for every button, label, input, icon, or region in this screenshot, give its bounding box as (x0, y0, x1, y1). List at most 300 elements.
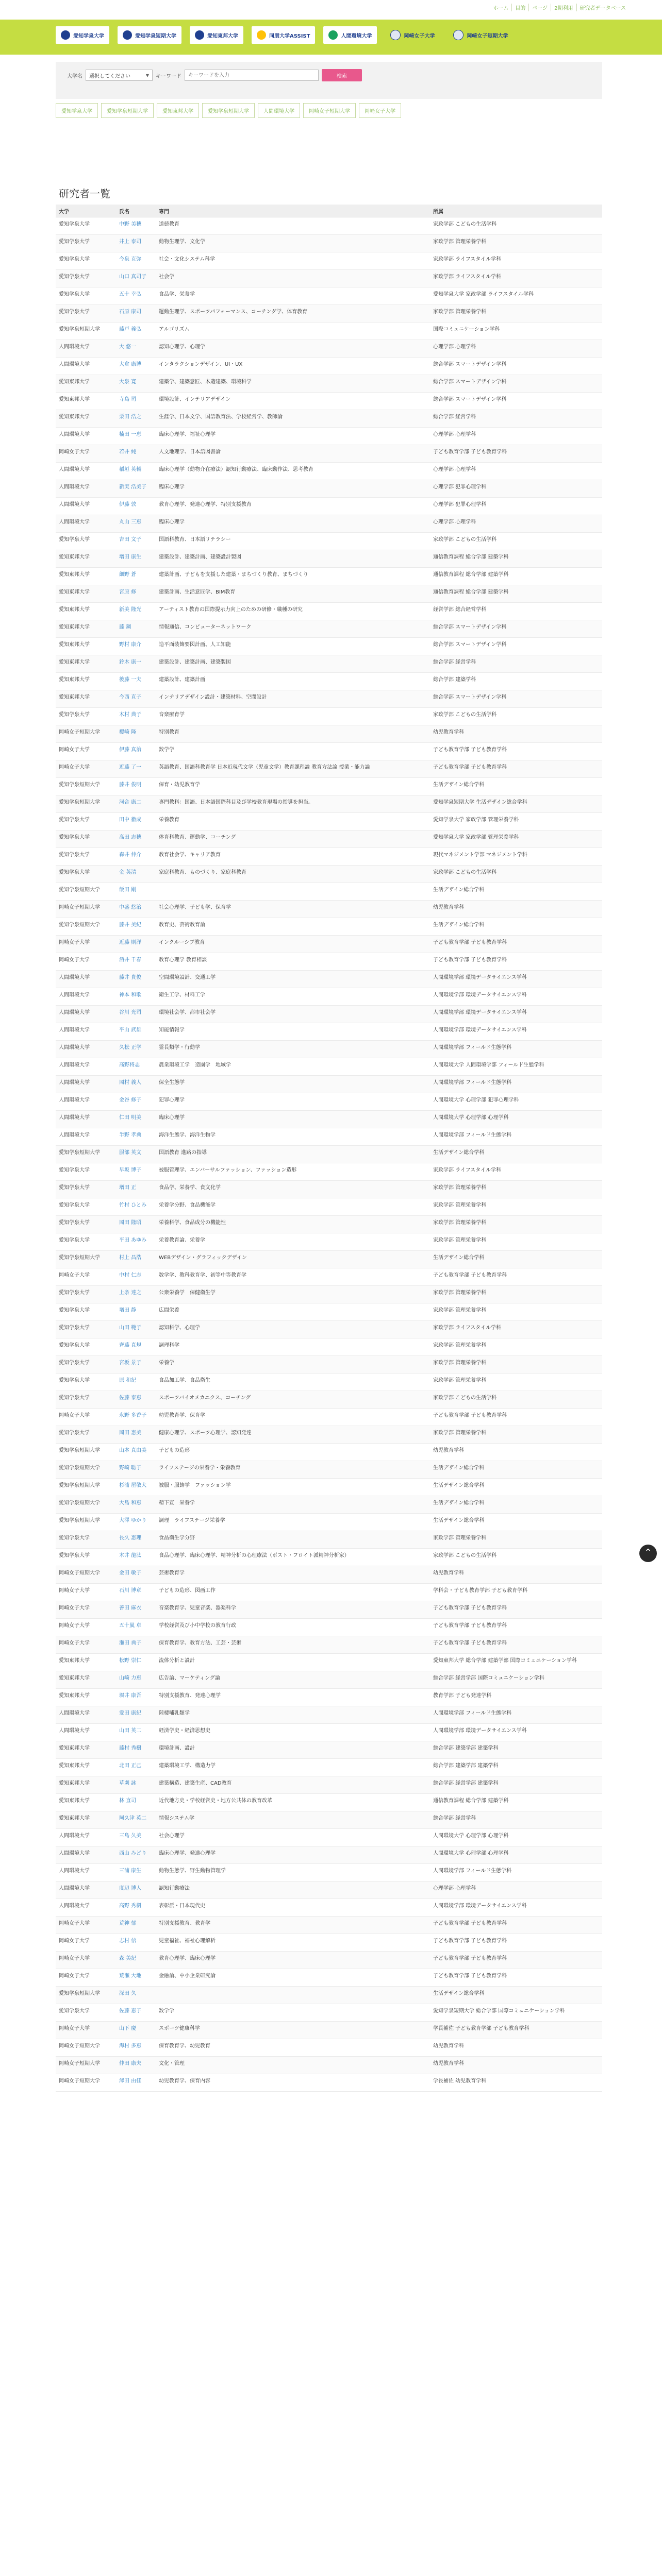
cell-name[interactable]: 藤井 貴俊 (116, 971, 156, 988)
cell-university: 愛知学泉大学 (56, 270, 116, 287)
table-row (56, 252, 602, 270)
university-logos (56, 26, 513, 44)
cell-affiliation: 愛知東邦大学 総合学部 建築学部 国際コミュニケーション学科 (430, 1654, 602, 1671)
cell-affiliation: 子ども教育学部 子ども教育学科 (430, 953, 602, 971)
cell-specialty: 情報システム学 (156, 1811, 430, 1829)
page-top-button[interactable] (639, 1545, 657, 1562)
table-row (56, 953, 602, 971)
table-row (56, 1549, 602, 1566)
cell-university: 岡崎女子大学 (56, 1584, 116, 1601)
cell-name[interactable]: 瀬田 典子 (116, 1636, 156, 1654)
cell-name[interactable]: 森 美紀 (116, 1952, 156, 1969)
cell-affiliation: 子ども教育学部 子ども教育学科 (430, 1619, 602, 1636)
cell-name[interactable]: 新美 隆光 (116, 603, 156, 620)
cell-specialty: 数学学、教科教育学、初等中等教育学 (156, 1268, 430, 1286)
cell-affiliation: 子ども教育学部 子ども教育学科 (430, 1969, 602, 1987)
cell-affiliation: 総合学部 スマートデザイン学科 (430, 358, 602, 375)
cell-name[interactable]: 早坂 博子 (116, 1163, 156, 1181)
cell-university: 愛知学泉大学 (56, 1286, 116, 1303)
cell-affiliation: 総合学部 スマートデザイン学科 (430, 620, 602, 638)
cell-specialty: 子どもの造形 (156, 1444, 430, 1461)
logo-aichi-gakusen-college[interactable] (118, 26, 181, 44)
cell-name[interactable]: 今西 直子 (116, 690, 156, 708)
table-row (56, 673, 602, 690)
cell-university: 岡崎女子大学 (56, 445, 116, 463)
table-row (56, 988, 602, 1006)
cell-name[interactable]: 伊藤 敦 (116, 498, 156, 515)
cell-university: 愛知東邦大学 (56, 1741, 116, 1759)
table-row (56, 1917, 602, 1934)
cell-specialty: 臨床心理学 (156, 1111, 430, 1128)
cell-name[interactable]: 三島 久美 (116, 1829, 156, 1846)
cell-name[interactable]: 藤井 美紀 (116, 918, 156, 936)
cell-university: 人間環境大学 (56, 1076, 116, 1093)
cell-name[interactable]: 山本 真由美 (116, 1444, 156, 1461)
table-row (56, 1461, 602, 1479)
table-row (56, 2074, 602, 2092)
cell-name[interactable]: 荒神 郁 (116, 1917, 156, 1934)
university-select[interactable] (86, 70, 153, 81)
top-link-page[interactable]: ページ (529, 4, 551, 11)
cell-specialty: 教育史、芸術教育論 (156, 918, 430, 936)
cell-affiliation: 生活デザイン総合学科 (430, 778, 602, 795)
top-link-home[interactable]: ホーム (490, 4, 512, 11)
cell-name[interactable]: 新実 浩美子 (116, 480, 156, 498)
cell-name[interactable]: 大島 和恵 (116, 1496, 156, 1514)
chevron-up-icon: ⌃ (644, 1547, 652, 1558)
cell-name[interactable]: 山崎 力恵 (116, 1671, 156, 1689)
search-panel (56, 62, 602, 99)
cell-name[interactable]: 楠田 一恵 (116, 428, 156, 445)
cell-name[interactable]: 林 直司 (116, 1794, 156, 1811)
table-row (56, 2039, 602, 2057)
cell-name[interactable]: 金谷 修子 (116, 1093, 156, 1111)
cell-name[interactable]: 上条 達之 (116, 1286, 156, 1303)
cell-university: 岡崎女子大学 (56, 1619, 116, 1636)
cell-name[interactable]: 長久 惠理 (116, 1531, 156, 1549)
cell-affiliation: 家政学部 こどもの生活学科 (430, 1549, 602, 1566)
cell-university: 愛知学泉大学 (56, 1391, 116, 1409)
cell-name[interactable]: 今泉 克弥 (116, 252, 156, 270)
top-link-purpose[interactable]: 目的 (512, 4, 529, 11)
cell-university: 人間環境大学 (56, 971, 116, 988)
table-row (56, 445, 602, 463)
cell-name[interactable]: 近藤 則洋 (116, 936, 156, 953)
cell-name[interactable]: 平田 あゆみ (116, 1233, 156, 1251)
cell-specialty: 保育・幼児教育学 (156, 778, 430, 795)
table-row (56, 323, 602, 340)
cell-affiliation: 幼児教育学科 (430, 725, 602, 743)
cell-university: 愛知学泉短期大学 (56, 323, 116, 340)
top-link-researcher-db[interactable]: 研究者データベース (580, 6, 626, 11)
table-row (56, 410, 602, 428)
cell-university: 人間環境大学 (56, 988, 116, 1006)
cell-university: 岡崎女子大学 (56, 1409, 116, 1426)
cell-affiliation: 家政学部 こどもの生活学科 (430, 1391, 602, 1409)
cell-specialty: 犯罪心理学 (156, 1093, 430, 1111)
cell-university: 人間環境大学 (56, 1058, 116, 1076)
cell-affiliation: 子ども教育学部 子ども教育学科 (430, 1268, 602, 1286)
filter-tab[interactable]: 岡崎女子短期大学 (303, 103, 356, 118)
cell-affiliation: 学長補佐 幼児教育学科 (430, 2074, 602, 2092)
cell-name[interactable]: 深田 久 (116, 1987, 156, 2004)
cell-name[interactable]: 佐藤 泰恵 (116, 1391, 156, 1409)
cell-affiliation: 国際コミュニケーション学科 (430, 323, 602, 340)
cell-affiliation: 子ども教育学部 子ども教育学科 (430, 1917, 602, 1934)
top-link-usage[interactable]: 2期利用 (551, 4, 576, 11)
cell-university: 愛知学泉大学 (56, 533, 116, 550)
table-row (56, 1338, 602, 1356)
cell-affiliation: 幼児教育学科 (430, 2039, 602, 2057)
cell-specialty: 広告論、マーケティング論 (156, 1671, 430, 1689)
cell-name[interactable]: 神本 和歌 (116, 988, 156, 1006)
cell-name[interactable]: 竹村 ひとみ (116, 1198, 156, 1216)
cell-name[interactable]: 藤戸 義弘 (116, 323, 156, 340)
cell-affiliation: 子ども教育学部 子ども教育学科 (430, 1601, 602, 1619)
table-row (56, 1076, 602, 1093)
cell-name[interactable]: 森井 伸介 (116, 848, 156, 866)
cell-specialty: 食品学、栄養学、食文化学 (156, 1181, 430, 1198)
cell-name[interactable]: 木井 龍汰 (116, 1549, 156, 1566)
cell-name[interactable]: 志村 信 (116, 1934, 156, 1952)
cell-name[interactable]: 半野 孝典 (116, 1128, 156, 1146)
logo-label: 岡崎女子大学 (404, 33, 435, 39)
cell-name[interactable]: 丸山 三恵 (116, 515, 156, 533)
cell-name[interactable]: 松野 崇仁 (116, 1654, 156, 1671)
cell-name[interactable]: 山田 範子 (116, 1321, 156, 1338)
cell-affiliation: 人間環境学部 フィールド生態学科 (430, 1864, 602, 1882)
cell-name[interactable]: 仁田 明美 (116, 1111, 156, 1128)
search-button[interactable]: 検索 (322, 69, 362, 81)
table-row (56, 1216, 602, 1233)
cell-name[interactable]: 高田 志穂 (116, 831, 156, 848)
cell-affiliation: 総合学部 スマートデザイン学科 (430, 638, 602, 655)
cell-specialty: 金融論、中小企業研究論 (156, 1969, 430, 1987)
cell-affiliation: 生活デザイン総合学科 (430, 1146, 602, 1163)
cell-affiliation: 愛知学泉大学 家政学部 管理栄養学科 (430, 831, 602, 848)
cell-affiliation: 生活デザイン総合学科 (430, 1479, 602, 1496)
table-row (56, 620, 602, 638)
logo-label: 同朋大学ASSIST (269, 33, 310, 39)
cell-affiliation: 通信教育課程 総合学部 建築学科 (430, 585, 602, 603)
cell-name[interactable]: 石川 博章 (116, 1584, 156, 1601)
table-row (56, 1829, 602, 1846)
cell-name[interactable]: 岡田 惠美 (116, 1426, 156, 1444)
table-row (56, 1006, 602, 1023)
cell-university: 愛知学泉大学 (56, 813, 116, 831)
cell-name[interactable]: 高野 秀樹 (116, 1899, 156, 1917)
cell-university: 人間環境大学 (56, 1864, 116, 1882)
cell-name[interactable]: 寺島 司 (116, 393, 156, 410)
cell-name[interactable]: 伊藤 真治 (116, 743, 156, 760)
cell-affiliation: 通信教育課程 総合学部 建築学科 (430, 568, 602, 585)
table-row (56, 760, 602, 778)
cell-affiliation: 生活デザイン総合学科 (430, 1987, 602, 2004)
logo-aichi-toho-univ[interactable] (190, 26, 243, 44)
cell-name[interactable]: 大泉 寛 (116, 375, 156, 393)
cell-name[interactable]: 細野 蒼 (116, 568, 156, 585)
cell-name[interactable]: 山口 真司子 (116, 270, 156, 287)
cell-specialty: アルゴリズム (156, 323, 430, 340)
cell-university: 愛知学泉大学 (56, 1549, 116, 1566)
cell-name[interactable]: 岡村 義人 (116, 1076, 156, 1093)
filter-tab[interactable]: 愛知学泉短期大学 (202, 103, 255, 118)
table-row (56, 1514, 602, 1531)
cell-affiliation: 総合学部 スマートデザイン学科 (430, 393, 602, 410)
cell-affiliation: 通信教育課程 総合学部 建築学科 (430, 1794, 602, 1811)
cell-specialty: 英語教育、国語科教育学 日本近現代文学（児童文学）教育課程論 教育方法論 授業・能力論 (156, 760, 430, 778)
cell-name[interactable]: 髙野将志 (116, 1058, 156, 1076)
cell-university: 岡崎女子大学 (56, 1952, 116, 1969)
cell-name[interactable]: 吉田 文子 (116, 533, 156, 550)
table-row (56, 725, 602, 743)
filter-tab[interactable]: 人間環境大学 (258, 103, 300, 118)
cell-specialty: WEBデザイン・グラフィックデザイン (156, 1251, 430, 1268)
cell-university: 愛知東邦大学 (56, 1671, 116, 1689)
logo-mark-icon (123, 30, 132, 40)
table-row (56, 1531, 602, 1549)
filter-tab[interactable]: 愛知東邦大学 (157, 103, 199, 118)
table-row (56, 655, 602, 673)
cell-name[interactable]: 山下 慶 (116, 2022, 156, 2039)
cell-university: 人間環境大学 (56, 1706, 116, 1724)
cell-university: 岡崎女子大学 (56, 760, 116, 778)
logo-okazaki-womens-college[interactable] (448, 26, 513, 44)
cell-name[interactable]: 飯田 剛 (116, 883, 156, 901)
cell-name[interactable]: 大 悠一 (116, 340, 156, 358)
cell-university: 岡崎女子大学 (56, 1934, 116, 1952)
cell-name[interactable]: 大倉 康博 (116, 358, 156, 375)
cell-affiliation: 総合学部 スマートデザイン学科 (430, 375, 602, 393)
table-row (56, 1374, 602, 1391)
cell-university: 愛知東邦大学 (56, 568, 116, 585)
cell-affiliation: 心理学部 心理学科 (430, 1882, 602, 1899)
cell-specialty: 建築環境工学、構造力学 (156, 1759, 430, 1776)
cell-name[interactable]: 久松 正学 (116, 1041, 156, 1058)
cell-name[interactable]: 藤村 秀樹 (116, 1741, 156, 1759)
cell-name[interactable]: 阿久津 英二 (116, 1811, 156, 1829)
cell-university: 岡崎女子短期大学 (56, 2039, 116, 2057)
cell-specialty: 建築設計、建築計画、建築製図 (156, 655, 430, 673)
cell-university: 人間環境大学 (56, 1111, 116, 1128)
cell-name[interactable]: 田中 徹成 (116, 813, 156, 831)
table-row (56, 1724, 602, 1741)
cell-specialty: 衛生工学、材料工学 (156, 988, 430, 1006)
university-select-label: 大学名 (67, 73, 82, 79)
filter-tab[interactable]: 岡崎女子大学 (359, 103, 401, 118)
table-row (56, 1654, 602, 1671)
cell-specialty: 食品学、栄養学 (156, 287, 430, 305)
cell-specialty: 健康心理学、スポーツ心理学、認知発達 (156, 1426, 430, 1444)
table-row (56, 533, 602, 550)
cell-name[interactable]: 平山 武雄 (116, 1023, 156, 1041)
cell-name[interactable]: 増田 正 (116, 1181, 156, 1198)
cell-name[interactable]: 酒井 千春 (116, 953, 156, 971)
cell-university: 愛知学泉大学 (56, 287, 116, 305)
cell-affiliation: 家政学部 管理栄養学科 (430, 1426, 602, 1444)
cell-name[interactable]: 度辺 博人 (116, 1882, 156, 1899)
table-row (56, 480, 602, 498)
table-row (56, 1444, 602, 1461)
cell-name[interactable]: 河合 康二 (116, 795, 156, 813)
cell-affiliation: 心理学部 心理学科 (430, 515, 602, 533)
cell-university: 愛知学泉大学 (56, 1338, 116, 1356)
table-row (56, 2004, 602, 2022)
cell-name[interactable]: 山田 英二 (116, 1724, 156, 1741)
table-row (56, 795, 602, 813)
cell-affiliation: 心理学部 心理学科 (430, 463, 602, 480)
filter-tab[interactable]: 愛知学泉大学 (56, 103, 98, 118)
logo-aichi-gakusen-univ[interactable] (56, 26, 109, 44)
cell-name[interactable]: 澤田 由佳 (116, 2074, 156, 2092)
cell-affiliation: 家政学部 ライフスタイル学科 (430, 1163, 602, 1181)
cell-affiliation: 経営学部 総合経営学科 (430, 603, 602, 620)
cell-name[interactable]: 木村 典子 (116, 708, 156, 725)
cell-name[interactable]: 三浦 康生 (116, 1864, 156, 1882)
cell-specialty: 家庭科教育、ものづくり、家庭科教育 (156, 866, 430, 883)
cell-name[interactable]: 野村 康介 (116, 638, 156, 655)
cell-name[interactable]: 稲垣 英輔 (116, 463, 156, 480)
cell-university: 愛知学泉大学 (56, 848, 116, 866)
cell-name[interactable]: 宮坂 景子 (116, 1356, 156, 1374)
table-row (56, 778, 602, 795)
logo-human-environment-univ[interactable] (323, 26, 377, 44)
cell-name[interactable]: 谷川 光司 (116, 1006, 156, 1023)
cell-name[interactable]: 櫻崎 隆 (116, 725, 156, 743)
cell-name[interactable]: 大澤 ゆかり (116, 1514, 156, 1531)
cell-affiliation: 家政学部 こどもの生活学科 (430, 866, 602, 883)
cell-affiliation: 人間環境大学 心理学部 心理学科 (430, 1846, 602, 1864)
cell-university: 愛知東邦大学 (56, 1759, 116, 1776)
cell-affiliation: 家政学部 管理栄養学科 (430, 1338, 602, 1356)
cell-name[interactable]: 五十 幸弘 (116, 287, 156, 305)
cell-name[interactable]: 宮原 修 (116, 585, 156, 603)
logo-label: 愛知学泉短期大学 (135, 33, 176, 39)
col-header-university: 大学 (56, 205, 116, 217)
cell-name[interactable]: 藤 鋼 (116, 620, 156, 638)
keyword-label: キーワード (156, 73, 181, 79)
cell-name[interactable]: 井上 泰司 (116, 235, 156, 252)
cell-name[interactable]: 石原 康司 (116, 305, 156, 323)
table-row (56, 1741, 602, 1759)
cell-name[interactable]: 仲田 康夫 (116, 2057, 156, 2074)
cell-name[interactable]: 中村 仁志 (116, 1268, 156, 1286)
logo-label: 人間環境大学 (341, 33, 372, 39)
table-row (56, 515, 602, 533)
table-row (56, 550, 602, 568)
cell-name[interactable]: 西山 みどり (116, 1846, 156, 1864)
cell-name[interactable]: 金田 敏子 (116, 1566, 156, 1584)
cell-specialty: 表彰派・日本現代史 (156, 1899, 430, 1917)
cell-specialty: 空間環境設計、交通工学 (156, 971, 430, 988)
cell-specialty: 保育教育学、幼児教育 (156, 2039, 430, 2057)
table-row (56, 1496, 602, 1514)
cell-specialty: 調理 ライフステージ栄養学 (156, 1514, 430, 1531)
cell-specialty: 人文地理学、日本語図書論 (156, 445, 430, 463)
cell-name[interactable]: 草刈 詠 (116, 1776, 156, 1794)
cell-name[interactable]: 中盛 悠治 (116, 901, 156, 918)
cell-name[interactable]: 堀井 康吾 (116, 1689, 156, 1706)
cell-name[interactable]: 野崎 聡子 (116, 1461, 156, 1479)
cell-name[interactable]: 北田 正己 (116, 1759, 156, 1776)
cell-specialty: 文化・管理 (156, 2057, 430, 2074)
filter-tab[interactable]: 愛知学泉短期大学 (101, 103, 154, 118)
cell-name[interactable]: 中野 美穂 (116, 217, 156, 235)
logo-label: 愛知東邦大学 (207, 33, 238, 39)
cell-name[interactable]: 永野 多香子 (116, 1409, 156, 1426)
cell-affiliation: 心理学部 犯罪心理学科 (430, 498, 602, 515)
table-row (56, 393, 602, 410)
cell-name[interactable]: 増田 静 (116, 1303, 156, 1321)
cell-specialty: 建築設計、建築計画 (156, 673, 430, 690)
cell-name[interactable]: 佐藤 恵子 (116, 2004, 156, 2022)
table-row (56, 1233, 602, 1251)
table-row (56, 1987, 602, 2004)
cell-specialty: 音楽教育学、児童音楽、器楽科学 (156, 1601, 430, 1619)
cell-name[interactable]: 金 英清 (116, 866, 156, 883)
cell-name[interactable]: 齊藤 真規 (116, 1338, 156, 1356)
logo-mark-icon (257, 30, 266, 40)
cell-affiliation: 愛知学泉短期大学 生活デザイン総合学科 (430, 795, 602, 813)
cell-name[interactable]: 藤井 俊明 (116, 778, 156, 795)
cell-specialty: 流体分析と設計 (156, 1654, 430, 1671)
cell-name[interactable]: 荒瀬 大地 (116, 1969, 156, 1987)
cell-name[interactable]: 岡田 隆昭 (116, 1216, 156, 1233)
cell-name[interactable]: 村上 昌浩 (116, 1251, 156, 1268)
university-banner (0, 20, 662, 55)
cell-university: 岡崎女子大学 (56, 936, 116, 953)
cell-name[interactable]: 愛田 康紀 (116, 1706, 156, 1724)
cell-affiliation: 家政学部 管理栄養学科 (430, 1233, 602, 1251)
top-links (490, 4, 629, 11)
cell-specialty: 社会・文化システム科学 (156, 252, 430, 270)
cell-specialty: 知能情報学 (156, 1023, 430, 1041)
cell-specialty: 食品衛生学分野 (156, 1531, 430, 1549)
cell-university: 岡崎女子大学 (56, 1917, 116, 1934)
cell-specialty: ライフステージの栄養学・栄養教育 (156, 1461, 430, 1479)
cell-name[interactable]: 服部 英文 (116, 1146, 156, 1163)
logo-okazaki-womens-univ[interactable] (385, 26, 440, 44)
cell-specialty: 認知科学、心理学 (156, 1321, 430, 1338)
logo-mark-icon (195, 30, 204, 40)
cell-name[interactable]: 後藤 一夫 (116, 673, 156, 690)
cell-name[interactable]: 杉浦 屋敬大 (116, 1479, 156, 1496)
cell-affiliation: 家政学部 こどもの生活学科 (430, 217, 602, 235)
table-row (56, 1128, 602, 1146)
cell-affiliation: 人間環境学部 環境データサイエンス学科 (430, 988, 602, 1006)
cell-name[interactable]: 栗田 浩之 (116, 410, 156, 428)
cell-name[interactable]: 近藤 了一 (116, 760, 156, 778)
cell-specialty: 栄養科学、食品成分の機能性 (156, 1216, 430, 1233)
cell-name[interactable]: 鈴木 康一 (116, 655, 156, 673)
cell-name[interactable]: 五十嵐 卓 (116, 1619, 156, 1636)
cell-specialty: 臨床心理学、福祉心理学 (156, 428, 430, 445)
cell-affiliation: 生活デザイン総合学科 (430, 1461, 602, 1479)
cell-university: 愛知学泉大学 (56, 1216, 116, 1233)
cell-name[interactable]: 増田 康生 (116, 550, 156, 568)
cell-name[interactable]: 若井 純 (116, 445, 156, 463)
cell-specialty: 動物生態学、野生動物管理学 (156, 1864, 430, 1882)
cell-university: 岡崎女子大学 (56, 1969, 116, 1987)
cell-name[interactable]: 善田 麻衣 (116, 1601, 156, 1619)
table-row (56, 638, 602, 655)
cell-name[interactable]: 原 和紀 (116, 1374, 156, 1391)
logo-doho-univ[interactable] (252, 26, 315, 44)
cell-specialty: 環境設計、インテリアデザイン (156, 393, 430, 410)
keyword-input[interactable] (185, 70, 319, 81)
cell-affiliation: 総合学部 建築学部 建築学科 (430, 1741, 602, 1759)
cell-name[interactable]: 海村 多恵 (116, 2039, 156, 2057)
